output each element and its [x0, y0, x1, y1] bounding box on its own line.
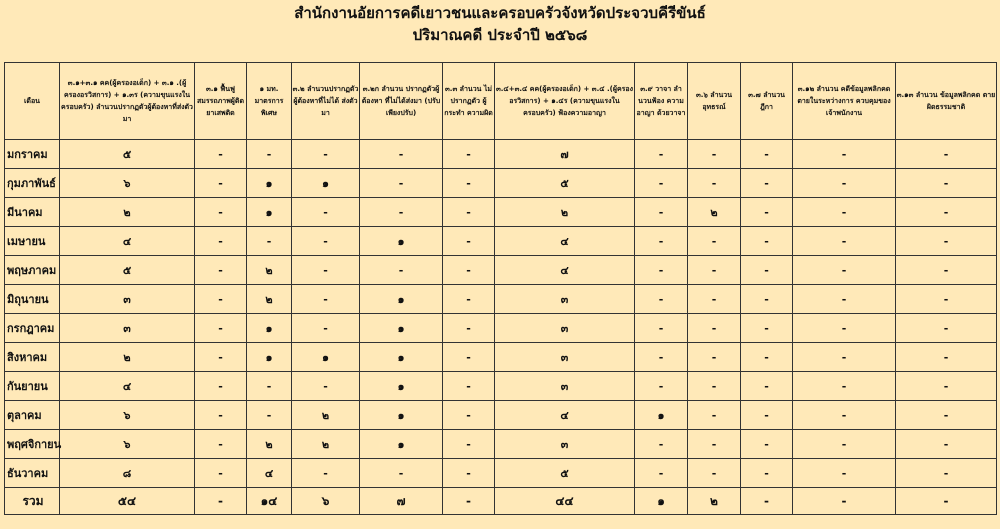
- value-cell: ๑: [247, 314, 292, 343]
- value-cell: -: [247, 227, 292, 256]
- value-cell: -: [688, 227, 741, 256]
- month-cell: กันยายน: [5, 372, 60, 401]
- value-cell: ๕: [495, 169, 635, 198]
- column-header: ๓.๑ ฟื้นฟู สมรรถภาพผู้ติด ยาเสพติด: [195, 63, 247, 140]
- value-cell: -: [793, 372, 896, 401]
- value-cell: -: [443, 140, 495, 169]
- value-cell: -: [896, 314, 997, 343]
- value-cell: -: [195, 140, 247, 169]
- value-cell: -: [793, 285, 896, 314]
- column-header: ๓.๑๓ ลำนวน ข้อมูลพลิกคด ตายผิดธรรมชาติ: [896, 63, 997, 140]
- column-header: ๓.๑๒ ลำนวน คดีข้อมูลพลิกคด ตายในระหว่างการ ควบคุมของเจ้าพนักงาน: [793, 63, 896, 140]
- value-cell: -: [688, 314, 741, 343]
- value-cell: ๓: [495, 430, 635, 459]
- value-cell: ๑: [292, 169, 360, 198]
- value-cell: ๒: [688, 198, 741, 227]
- column-header: ๓.๑+๓.๑ คค(ผู้ครองอเด็ก) + ๓.๑ .(ผู้ครองอรวิสการ) + ๑.๓ร (ความขุนแรงในครอบครัว) ลำนวนปรากฏตัวผู้ต้องหาที่ส่งตัวมา: [60, 63, 195, 140]
- value-cell: ๒: [247, 256, 292, 285]
- value-cell: -: [688, 372, 741, 401]
- column-header: ๓.๒ ลำนวนปรากฏตัว ผู้ต้องหาที่ไม่ได้ ส่งตัวมา: [292, 63, 360, 140]
- value-cell: -: [688, 140, 741, 169]
- value-cell: -: [292, 256, 360, 285]
- value-cell: -: [195, 343, 247, 372]
- value-cell: ๑: [360, 401, 443, 430]
- value-cell: -: [896, 140, 997, 169]
- value-cell: -: [292, 140, 360, 169]
- value-cell: ๔: [60, 372, 195, 401]
- value-cell: -: [688, 343, 741, 372]
- column-header: ๓.๓ ลำนวน ไม่ปรากฏตัว ผู้กระทำ ความผิด: [443, 63, 495, 140]
- value-cell: ๗: [495, 140, 635, 169]
- value-cell: ๑: [360, 430, 443, 459]
- value-cell: -: [688, 256, 741, 285]
- total-cell: ๔๔: [495, 488, 635, 515]
- value-cell: ๑: [247, 343, 292, 372]
- value-cell: ๒: [495, 198, 635, 227]
- value-cell: -: [443, 343, 495, 372]
- month-cell: ตุลาคม: [5, 401, 60, 430]
- total-label: รวม: [5, 488, 60, 515]
- value-cell: -: [635, 430, 688, 459]
- table-row: [5, 227, 997, 256]
- value-cell: -: [443, 169, 495, 198]
- column-header: เดือน: [5, 63, 60, 140]
- value-cell: -: [247, 372, 292, 401]
- value-cell: -: [360, 140, 443, 169]
- value-cell: -: [247, 140, 292, 169]
- total-cell: ๑๔: [247, 488, 292, 515]
- total-cell: -: [443, 488, 495, 515]
- value-cell: -: [360, 169, 443, 198]
- total-cell: ๕๔: [60, 488, 195, 515]
- value-cell: ๔: [495, 401, 635, 430]
- value-cell: -: [688, 430, 741, 459]
- value-cell: ๑: [292, 343, 360, 372]
- value-cell: -: [793, 401, 896, 430]
- total-cell: -: [896, 488, 997, 515]
- value-cell: -: [443, 285, 495, 314]
- month-cell: พฤษภาคม: [5, 256, 60, 285]
- value-cell: -: [896, 430, 997, 459]
- value-cell: -: [793, 256, 896, 285]
- value-cell: -: [896, 343, 997, 372]
- value-cell: ๑: [360, 227, 443, 256]
- total-cell: ๖: [292, 488, 360, 515]
- value-cell: -: [635, 343, 688, 372]
- value-cell: -: [741, 227, 793, 256]
- value-cell: -: [635, 314, 688, 343]
- month-cell: มกราคม: [5, 140, 60, 169]
- table-row: [5, 169, 997, 198]
- value-cell: ๓: [495, 343, 635, 372]
- value-cell: -: [443, 401, 495, 430]
- value-cell: ๑: [247, 198, 292, 227]
- value-cell: -: [741, 256, 793, 285]
- table-row: [5, 256, 997, 285]
- table-body: [5, 140, 997, 515]
- value-cell: -: [688, 401, 741, 430]
- value-cell: -: [195, 372, 247, 401]
- value-cell: -: [741, 169, 793, 198]
- value-cell: -: [195, 459, 247, 488]
- month-cell: กุมภาพันธ์: [5, 169, 60, 198]
- value-cell: -: [741, 401, 793, 430]
- title-line-2: ปริมาณคดี ประจำปี ๒๕๖๘: [412, 26, 588, 44]
- value-cell: ๒: [292, 401, 360, 430]
- table-row: [5, 343, 997, 372]
- total-cell: -: [741, 488, 793, 515]
- value-cell: -: [195, 169, 247, 198]
- table-row: [5, 314, 997, 343]
- value-cell: ๓: [495, 285, 635, 314]
- value-cell: -: [896, 372, 997, 401]
- value-cell: -: [195, 314, 247, 343]
- value-cell: -: [896, 256, 997, 285]
- column-header: ๓.๒ก ลำนวน ปรากฏตัวผู้ต้องหา ที่ไม่ได้ส่งมา (ปรับเพียงปรับ): [360, 63, 443, 140]
- value-cell: ๔: [495, 227, 635, 256]
- table-row: [5, 401, 997, 430]
- value-cell: ๑: [360, 372, 443, 401]
- title-line-1: สำนักงานอัยการคดีเยาวชนและครอบครัวจังหวัดประจวบคีรีขันธ์: [294, 4, 706, 22]
- value-cell: -: [635, 372, 688, 401]
- total-cell: ๒: [688, 488, 741, 515]
- value-cell: ๒: [292, 430, 360, 459]
- month-cell: มิถุนายน: [5, 285, 60, 314]
- value-cell: -: [195, 401, 247, 430]
- value-cell: -: [793, 459, 896, 488]
- value-cell: ๖: [60, 169, 195, 198]
- column-header: ๓.๖ ลำนวน อุทธรณ์: [688, 63, 741, 140]
- column-header: ๓.๗ ลำนวน ฎีกา: [741, 63, 793, 140]
- value-cell: -: [896, 227, 997, 256]
- value-cell: -: [793, 430, 896, 459]
- value-cell: ๔: [247, 459, 292, 488]
- value-cell: -: [896, 459, 997, 488]
- month-cell: กรกฎาคม: [5, 314, 60, 343]
- value-cell: -: [292, 285, 360, 314]
- value-cell: ๒: [60, 343, 195, 372]
- value-cell: -: [292, 227, 360, 256]
- value-cell: -: [793, 198, 896, 227]
- value-cell: -: [635, 140, 688, 169]
- value-cell: ๕: [495, 459, 635, 488]
- month-cell: เมษายน: [5, 227, 60, 256]
- value-cell: ๓: [495, 314, 635, 343]
- table-row: [5, 430, 997, 459]
- value-cell: ๑: [247, 169, 292, 198]
- value-cell: -: [741, 314, 793, 343]
- value-cell: -: [360, 459, 443, 488]
- value-cell: -: [688, 169, 741, 198]
- value-cell: ๓: [60, 285, 195, 314]
- value-cell: -: [741, 343, 793, 372]
- value-cell: -: [195, 227, 247, 256]
- value-cell: -: [793, 227, 896, 256]
- value-cell: -: [247, 401, 292, 430]
- value-cell: -: [635, 285, 688, 314]
- value-cell: -: [292, 314, 360, 343]
- total-cell: ๗: [360, 488, 443, 515]
- report-title: [0, 0, 1000, 46]
- value-cell: ๘: [60, 459, 195, 488]
- value-cell: -: [896, 285, 997, 314]
- value-cell: -: [741, 198, 793, 227]
- value-cell: -: [195, 285, 247, 314]
- value-cell: ๖: [60, 401, 195, 430]
- header-row: [5, 63, 997, 140]
- table-row: [5, 285, 997, 314]
- month-cell: ธันวาคม: [5, 459, 60, 488]
- value-cell: ๑: [360, 285, 443, 314]
- value-cell: -: [635, 169, 688, 198]
- value-cell: -: [688, 285, 741, 314]
- table-row: [5, 459, 997, 488]
- value-cell: ๕: [60, 140, 195, 169]
- value-cell: -: [635, 256, 688, 285]
- value-cell: ๓: [495, 372, 635, 401]
- value-cell: ๖: [60, 430, 195, 459]
- value-cell: -: [292, 198, 360, 227]
- value-cell: -: [443, 372, 495, 401]
- value-cell: -: [741, 372, 793, 401]
- value-cell: ๒: [60, 198, 195, 227]
- value-cell: -: [443, 256, 495, 285]
- value-cell: -: [635, 459, 688, 488]
- value-cell: ๓: [60, 314, 195, 343]
- column-header: ๓.๙ วาจา ลำนวนฟ้อง ความอาญา ด้วยวาจา: [635, 63, 688, 140]
- value-cell: -: [443, 430, 495, 459]
- value-cell: -: [360, 256, 443, 285]
- value-cell: ๕: [60, 256, 195, 285]
- month-cell: พฤศจิกายน: [5, 430, 60, 459]
- table-row: [5, 140, 997, 169]
- value-cell: -: [741, 285, 793, 314]
- value-cell: -: [741, 430, 793, 459]
- value-cell: ๒: [247, 285, 292, 314]
- value-cell: -: [741, 140, 793, 169]
- value-cell: -: [635, 227, 688, 256]
- value-cell: -: [443, 227, 495, 256]
- value-cell: -: [195, 256, 247, 285]
- value-cell: -: [443, 459, 495, 488]
- value-cell: -: [793, 314, 896, 343]
- table-row: [5, 198, 997, 227]
- value-cell: -: [195, 198, 247, 227]
- value-cell: -: [896, 401, 997, 430]
- value-cell: -: [741, 459, 793, 488]
- value-cell: ๔: [60, 227, 195, 256]
- column-header: ๑ มท. มาตรการ พิเศษ: [247, 63, 292, 140]
- value-cell: -: [896, 169, 997, 198]
- value-cell: -: [443, 314, 495, 343]
- table-row: [5, 372, 997, 401]
- value-cell: ๑: [635, 401, 688, 430]
- total-cell: -: [195, 488, 247, 515]
- total-row: [5, 488, 997, 515]
- value-cell: -: [688, 459, 741, 488]
- value-cell: ๑: [360, 314, 443, 343]
- value-cell: -: [896, 198, 997, 227]
- column-header: ๓.๔+๓.๔ คค(ผู้ครองอเด็ก) + ๓.๔ .(ผู้ครองอรวิสการ) + ๑.๔ร (ความขุนแรงในครอบครัว) ฟ้องความอาญา: [495, 63, 635, 140]
- value-cell: -: [443, 198, 495, 227]
- value-cell: ๒: [247, 430, 292, 459]
- value-cell: -: [793, 169, 896, 198]
- total-cell: ๑: [635, 488, 688, 515]
- value-cell: -: [793, 140, 896, 169]
- value-cell: -: [635, 198, 688, 227]
- month-cell: มีนาคม: [5, 198, 60, 227]
- value-cell: -: [292, 372, 360, 401]
- case-volume-table: [4, 62, 997, 515]
- total-cell: -: [793, 488, 896, 515]
- value-cell: -: [292, 459, 360, 488]
- month-cell: สิงหาคม: [5, 343, 60, 372]
- value-cell: ๔: [495, 256, 635, 285]
- value-cell: -: [195, 430, 247, 459]
- value-cell: -: [793, 343, 896, 372]
- value-cell: -: [360, 198, 443, 227]
- value-cell: ๑: [360, 343, 443, 372]
